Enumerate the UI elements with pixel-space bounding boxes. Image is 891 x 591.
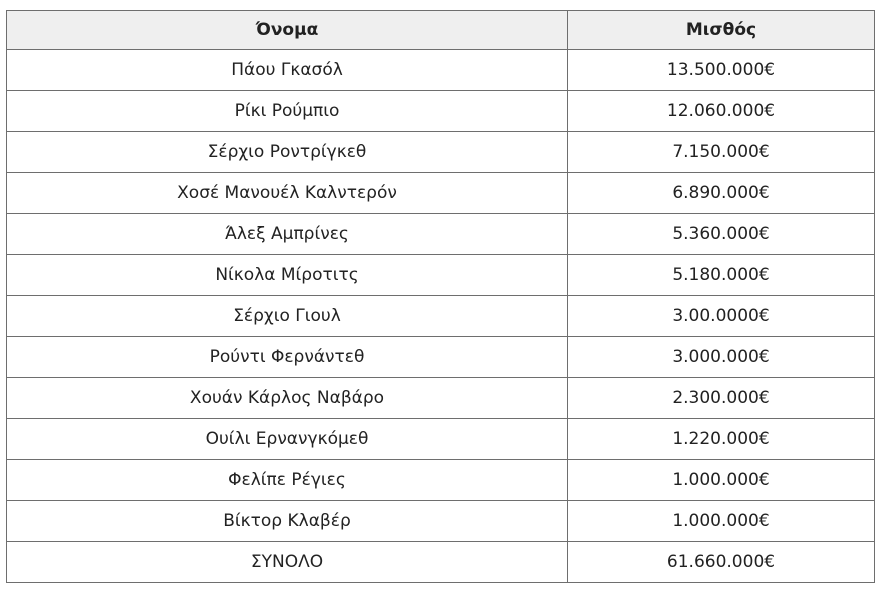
cell-salary: 3.000.000€ xyxy=(568,337,875,378)
cell-total-salary: 61.660.000€ xyxy=(568,542,875,583)
table-row xyxy=(7,214,875,255)
salary-table xyxy=(6,10,875,583)
cell-salary: 5.180.000€ xyxy=(568,255,875,296)
header-row xyxy=(7,11,875,50)
cell-salary: 5.360.000€ xyxy=(568,214,875,255)
cell-name: Φελίπε Ρέγιες xyxy=(7,460,568,501)
cell-name: Βίκτορ Κλαβέρ xyxy=(7,501,568,542)
table-row xyxy=(7,296,875,337)
cell-name: Σέρχιο Ροντρίγκεθ xyxy=(7,132,568,173)
cell-salary: 6.890.000€ xyxy=(568,173,875,214)
cell-salary: 12.060.000€ xyxy=(568,91,875,132)
table-row xyxy=(7,378,875,419)
cell-name: Ρούντι Φερνάντεθ xyxy=(7,337,568,378)
table-row xyxy=(7,501,875,542)
cell-salary: 2.300.000€ xyxy=(568,378,875,419)
header-salary: Μισθός xyxy=(568,11,875,50)
salary-table-container xyxy=(6,10,874,583)
cell-salary: 1.220.000€ xyxy=(568,419,875,460)
cell-salary: 13.500.000€ xyxy=(568,50,875,91)
table-row xyxy=(7,460,875,501)
cell-name: Ρίκι Ρούμπιο xyxy=(7,91,568,132)
cell-name: Χοσέ Μανουέλ Καλντερόν xyxy=(7,173,568,214)
cell-salary: 3.00.0000€ xyxy=(568,296,875,337)
cell-salary: 1.000.000€ xyxy=(568,501,875,542)
cell-total-label: ΣΥΝΟΛΟ xyxy=(7,542,568,583)
table-row xyxy=(7,173,875,214)
cell-salary: 7.150.000€ xyxy=(568,132,875,173)
table-body xyxy=(7,50,875,583)
cell-name: Ουίλι Ερνανγκόμεθ xyxy=(7,419,568,460)
total-row xyxy=(7,542,875,583)
table-header xyxy=(7,11,875,50)
cell-salary: 1.000.000€ xyxy=(568,460,875,501)
cell-name: Σέρχιο Γιουλ xyxy=(7,296,568,337)
cell-name: Άλεξ Αμπρίνες xyxy=(7,214,568,255)
cell-name: Πάου Γκασόλ xyxy=(7,50,568,91)
table-row xyxy=(7,419,875,460)
table-row xyxy=(7,255,875,296)
cell-name: Χουάν Κάρλος Ναβάρο xyxy=(7,378,568,419)
table-row xyxy=(7,132,875,173)
header-name: Όνομα xyxy=(7,11,568,50)
table-row xyxy=(7,50,875,91)
table-row xyxy=(7,337,875,378)
cell-name: Νίκολα Μίροτιτς xyxy=(7,255,568,296)
table-row xyxy=(7,91,875,132)
